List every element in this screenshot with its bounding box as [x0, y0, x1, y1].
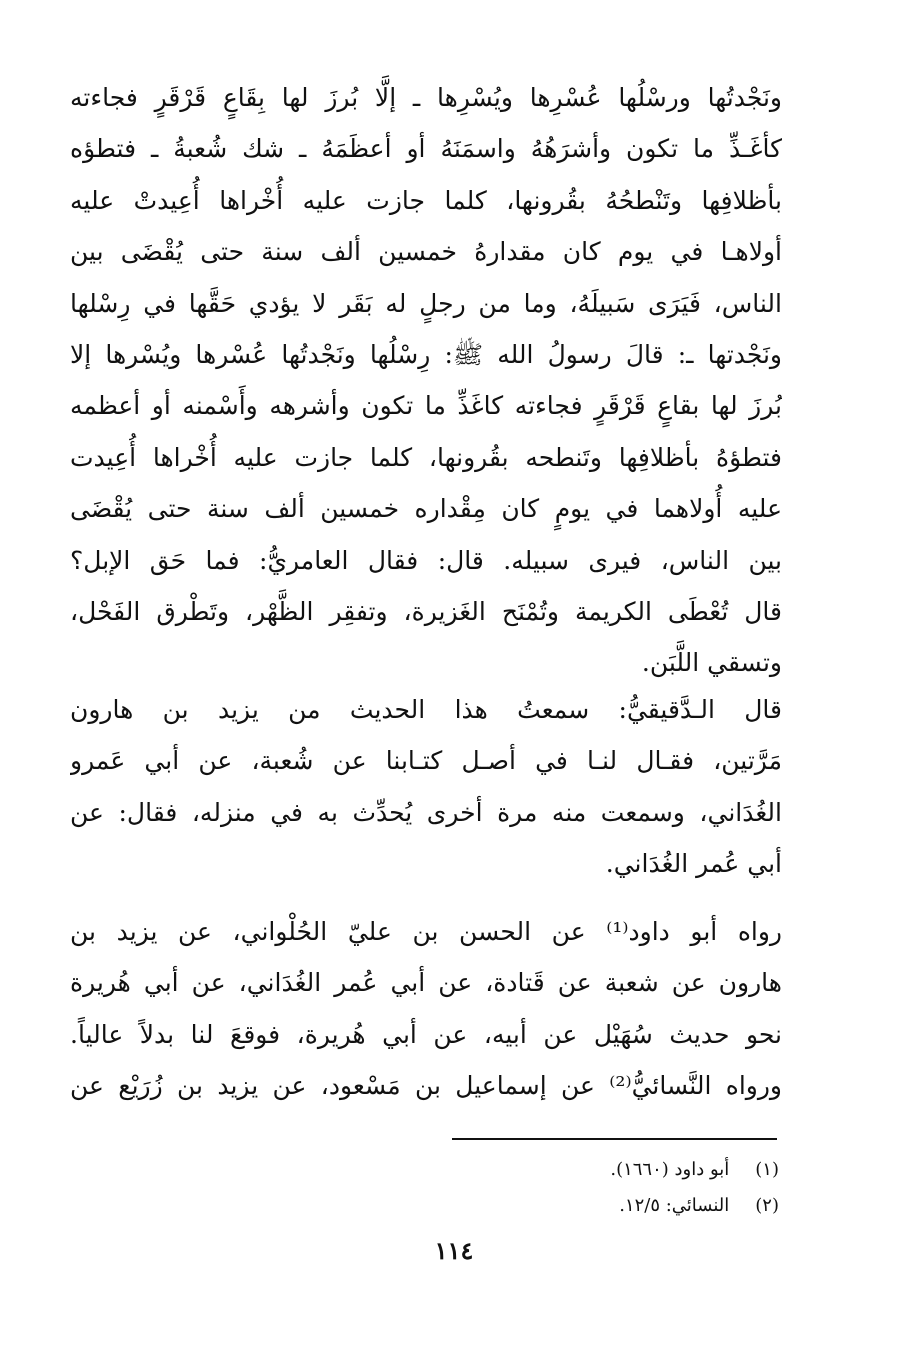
footnotes	[452, 1152, 779, 1224]
footnote-number: (١)	[755, 1159, 779, 1180]
text-line: أولاهـا في يوم كان مقدارهُ خمسين ألف سنة حتى يُقْضَى بين	[70, 237, 782, 267]
text-line: قال الـدَّقيقيُّ: سمعتُ هذا الحديث من يزيد بن هارون	[70, 695, 782, 724]
text-line: الناس، فَيَرَى سَبيلَهُ، وما من رجلٍ له بَقَر لا يؤدي حَقَّها في رِسْلها	[70, 288, 782, 318]
text-line: ورواه النَّسائيُّ⁽²⁾ عن إسماعيل بن مَسْعود، عن يزيد بن زُرَيْع عن	[70, 1071, 782, 1101]
paragraph-hadith	[70, 72, 782, 689]
text-line: فتطؤهُ بأظلافِها وتَنطحه بقُرونها، كلما جازت عليه أُخْراها أُعِيدت	[70, 442, 782, 472]
text-line: بأظلافِها وتَنْطحُهُ بقُرونها، كلما جازت عليه أُخْراها أُعِيدتْ عليه	[70, 185, 782, 215]
footnote-text: أبو داود (١٦٦٠).	[610, 1159, 730, 1180]
text-line: رواه أبو داود⁽¹⁾ عن الحسن بن عليّ الحُلْواني، عن يزيد بن	[70, 917, 782, 946]
text-line: كأغَـذِّ ما تكون وأشرَهُهُ واسمَنَهُ أو أعظَمَهُ ـ شك شُعبةُ ـ فتطؤه	[70, 134, 782, 164]
text-line: بين الناس، فيرى سبيله. قال: فقال العامريُّ: فما حَق الإبل؟	[70, 545, 782, 575]
text-line: نحو حديث سُهَيْل عن أبيه، عن أبي هُريرة، فوقعَ لنا بدلاً عالياً.	[70, 1019, 782, 1049]
text-line: ونَجْدتُها ورسْلُها عُسْرِها ويُسْرِها ـ إلَّا بُرزَ لها بِقَاعٍ قَرْقَرٍ فجاءته	[70, 83, 782, 112]
text-line: قال تُعْطَى الكريمة وتُمْنَح الغَزيرة، وتفقِر الظَّهْر، وتَطْرق الفَحْل،	[70, 596, 782, 626]
footnote-number: (٢)	[755, 1195, 779, 1216]
footnote-item	[452, 1152, 779, 1188]
text-line: ونَجْدتها ـ: قالَ رسولُ الله ﷺ: رِسْلُها ونَجْدتُها عُسْرها ويُسْرها إلا	[70, 339, 782, 369]
text-line: هارون عن شعبة عن قَتادة، عن أبي عُمر الغُدَاني، عن أبي هُريرة	[70, 968, 782, 998]
paragraph-riwayah	[70, 906, 782, 1112]
footnote-item	[452, 1188, 779, 1224]
text-line: أبي عُمر الغُدَاني.	[605, 849, 782, 879]
page-number: ١١٤	[434, 1236, 474, 1265]
footnote-divider	[452, 1138, 777, 1140]
text-line: بُرزَ لها بقاعٍ قَرْقَرٍ فجاءته كاغَذِّ ما تكون وأشرهه وأَسْمنه أو أعظمه	[70, 391, 782, 421]
text-line: عليه أُولاهما في يومٍ كان مِقْداره خمسين ألف سنة حتى يُقْضَى	[70, 494, 782, 524]
paragraph-daqiqi	[70, 684, 782, 890]
text-line: الغُدَاني، وسمعت منه مرة أخرى يُحدِّث به في منزله، فقال: عن	[70, 797, 782, 827]
footnote-text: النسائي: ١٢/٥.	[619, 1195, 730, 1216]
text-line: وتسقي اللَّبَن.	[641, 648, 782, 678]
text-line: مَرَّتين، فقـال لنـا في أصـل كتـابنا عن شُعبة، عن أبي عَمرو	[70, 746, 782, 776]
